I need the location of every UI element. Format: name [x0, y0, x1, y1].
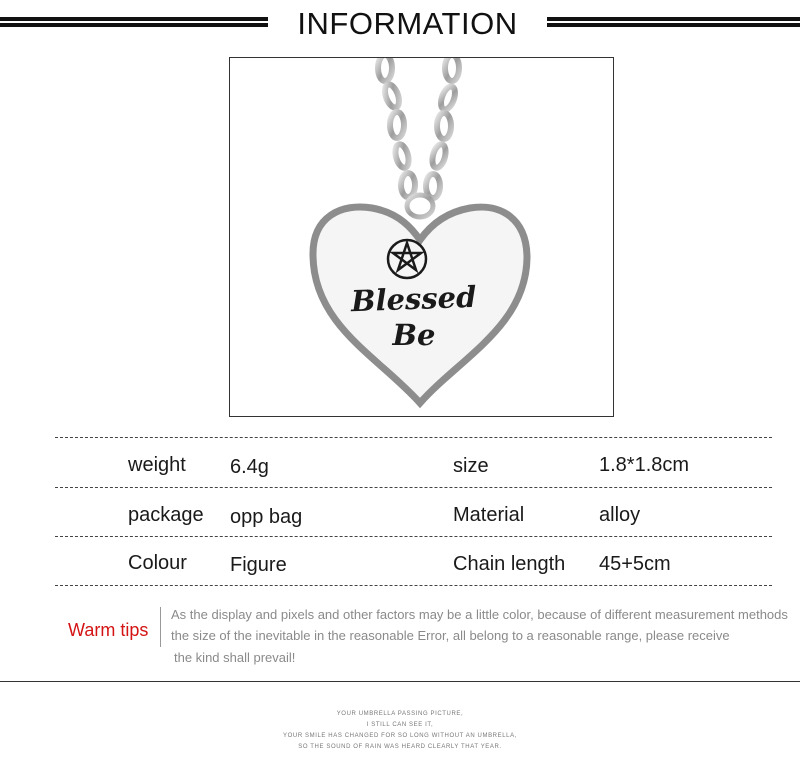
- spec-label-package: package: [128, 504, 204, 526]
- spec-label-size: size: [453, 455, 489, 477]
- table-divider: [55, 487, 772, 488]
- table-divider: [55, 585, 772, 586]
- bottom-rule: [0, 681, 800, 682]
- product-photo: [229, 57, 614, 417]
- footer-line: YOUR SMILE HAS CHANGED FOR SO LONG WITHOUT AN UMBRELLA,: [283, 733, 517, 739]
- heart-pendant-image: [230, 58, 613, 416]
- warm-tips-separator: [160, 607, 161, 647]
- chain-icon: [378, 58, 459, 198]
- spec-label-material: Material: [453, 504, 525, 526]
- spec-value-weight: 6.4g: [230, 456, 269, 478]
- spec-label-weight: weight: [128, 454, 186, 476]
- spec-value-material: alloy: [599, 504, 641, 526]
- spec-value-chain-length: 45+5cm: [599, 553, 671, 575]
- spec-value-package: opp bag: [230, 506, 303, 528]
- pendant-text-line1: Blessed: [350, 279, 477, 319]
- warm-tips-line: the size of the inevitable in the reasonable Error, all belong to a reasonable range, please receive: [171, 628, 730, 643]
- spec-value-colour: Figure: [230, 554, 287, 576]
- warm-tips-line: As the display and pixels and other factors may be a little color, because of different measurement methods: [171, 607, 788, 622]
- footer-line: I STILL CAN SEE IT,: [366, 722, 434, 728]
- table-divider: [55, 536, 772, 537]
- bail-ring-icon: [407, 195, 433, 217]
- spec-label-colour: Colour: [128, 552, 187, 574]
- footer-line: SO THE SOUND OF RAIN WAS HEARD CLEARLY THAT YEAR.: [298, 744, 502, 750]
- page-title: INFORMATION: [297, 6, 518, 41]
- header-bar-left: [0, 17, 268, 27]
- header-bar-right: [547, 17, 800, 27]
- spec-value-size: 1.8*1.8cm: [599, 454, 690, 476]
- warm-tips-line: the kind shall prevail!: [174, 650, 296, 665]
- spec-label-chain-length: Chain length: [453, 553, 566, 575]
- pendant-text-line2: Be: [392, 318, 436, 352]
- warm-tips-label: Warm tips: [68, 620, 149, 640]
- footer-line: YOUR UMBRELLA PASSING PICTURE,: [336, 711, 464, 717]
- table-divider: [55, 437, 772, 438]
